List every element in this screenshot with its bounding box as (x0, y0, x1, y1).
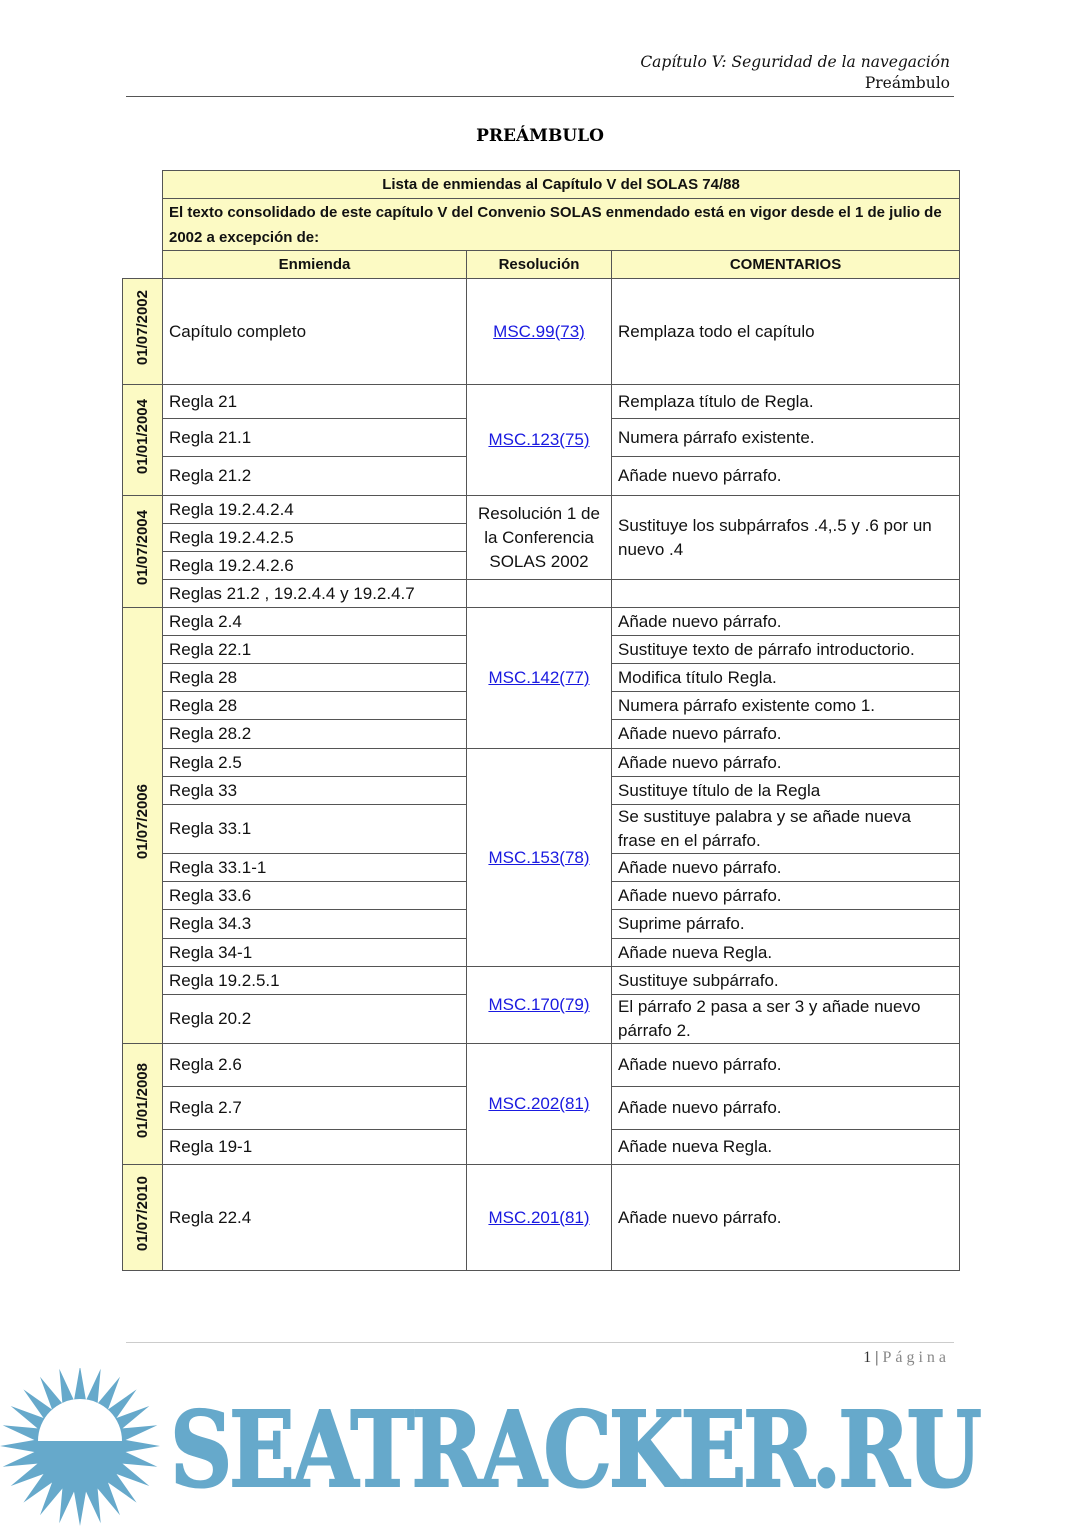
effective-date: 01/01/2008 (133, 1062, 151, 1139)
enmienda-cell: Regla 28 (163, 664, 467, 692)
table-row (123, 1165, 960, 1271)
enmienda-cell: Regla 21 (163, 385, 467, 419)
enmienda-cell: Regla 28.2 (163, 720, 467, 749)
page-footer: 1 | Página (863, 1349, 950, 1366)
enmienda-cell: Regla 34.3 (163, 910, 467, 939)
enmienda-cell: Regla 34-1 (163, 939, 467, 967)
enmienda-cell: Regla 2.7 (163, 1087, 467, 1130)
page-title: PREÁMBULO (476, 126, 604, 146)
table-row (123, 1044, 960, 1087)
comentario-cell: Sustituye título de la Regla (612, 777, 960, 805)
resolucion-cell (467, 967, 612, 1044)
resolucion-cell: Resolución 1 de la Conferencia SOLAS 2002 (467, 496, 612, 580)
enmienda-cell: Regla 2.5 (163, 749, 467, 777)
enmienda-cell: Regla 33 (163, 777, 467, 805)
comentario-cell: El párrafo 2 pasa a ser 3 y añade nuevo párrafo 2. (612, 995, 960, 1044)
effective-date-cell (123, 608, 163, 1044)
effective-date: 01/07/2004 (133, 510, 151, 586)
comentario-cell: Remplaza todo el capítulo (612, 279, 960, 385)
page-label: Página (882, 1349, 950, 1366)
enmienda-cell: Regla 21.1 (163, 419, 467, 457)
effective-date-cell (123, 1044, 163, 1165)
enmienda-cell: Capítulo completo (163, 279, 467, 385)
enmienda-cell: Regla 22.1 (163, 636, 467, 664)
effective-date-cell (123, 1165, 163, 1271)
enmienda-cell: Regla 22.4 (163, 1165, 467, 1271)
resolution-link[interactable]: MSC.123(75) (488, 430, 590, 449)
resolucion-cell (467, 580, 612, 608)
comentario-cell: Añade nueva Regla. (612, 1130, 960, 1165)
comentario-cell: Numera párrafo existente. (612, 419, 960, 457)
resolution-link[interactable]: MSC.153(78) (488, 847, 590, 867)
comentario-cell: Añade nuevo párrafo. (612, 854, 960, 882)
comentario-cell: Añade nuevo párrafo. (612, 1165, 960, 1271)
comentario-cell: Añade nuevo párrafo. (612, 608, 960, 636)
section-title: Preámbulo (864, 74, 950, 92)
enmienda-cell: Regla 19.2.5.1 (163, 967, 467, 995)
table-row (123, 279, 960, 385)
resolucion-cell (467, 1165, 612, 1271)
resolucion-cell (467, 279, 612, 385)
comentario-cell: Numera párrafo existente como 1. (612, 692, 960, 720)
table-intro: El texto consolidado de este capítulo V del Convenio SOLAS enmendado está en vigor desde el 1 de julio de 2002 a excepción de: (163, 199, 960, 251)
resolucion-cell (467, 608, 612, 749)
resolution-link[interactable]: MSC.142(77) (488, 668, 590, 687)
comentario-cell: Añade nuevo párrafo. (612, 720, 960, 749)
table-row (123, 967, 960, 995)
enmienda-cell: Regla 19-1 (163, 1130, 467, 1165)
comentario-cell: Añade nuevo párrafo. (612, 1044, 960, 1087)
enmienda-cell: Reglas 21.2 , 19.2.4.4 y 19.2.4.7 (163, 580, 467, 608)
comentario-cell: Se sustituye palabra y se añade nueva frase en el párrafo. (612, 805, 960, 854)
chapter-title: Capítulo V: Seguridad de la navegación (640, 53, 950, 71)
effective-date-cell (123, 496, 163, 608)
column-header-enmienda: Enmienda (163, 251, 467, 279)
table-row (123, 385, 960, 419)
enmienda-cell: Regla 19.2.4.2.6 (163, 552, 467, 580)
effective-date-cell (123, 385, 163, 496)
comentario-cell: Añade nuevo párrafo. (612, 749, 960, 777)
enmienda-cell: Regla 33.1 (163, 805, 467, 854)
table-row (123, 749, 960, 777)
table-row (123, 608, 960, 636)
resolucion-cell (467, 749, 612, 967)
table-caption: Lista de enmiendas al Capítulo V del SOLAS 74/88 (163, 171, 960, 199)
page-number: 1 (863, 1349, 872, 1366)
resolucion-cell (467, 385, 612, 496)
resolution-link[interactable]: MSC.170(79) (488, 995, 590, 1014)
comentario-cell: Suprime párrafo. (612, 910, 960, 939)
resolution-link[interactable]: MSC.201(81) (488, 1207, 590, 1227)
enmienda-cell: Regla 2.4 (163, 608, 467, 636)
footer-divider (126, 1342, 954, 1343)
resolucion-cell (467, 1044, 612, 1165)
effective-date: 01/07/2010 (133, 1176, 151, 1252)
comentario-cell: Añade nueva Regla. (612, 939, 960, 967)
watermark-text: SEATRACKER.RU (170, 1388, 979, 1511)
comentario-cell: Sustituye subpárrafo. (612, 967, 960, 995)
effective-date: 01/07/2002 (133, 290, 151, 366)
comentario-cell: Remplaza título de Regla. (612, 385, 960, 419)
enmienda-cell: Regla 21.2 (163, 457, 467, 496)
effective-date-cell (123, 279, 163, 385)
enmienda-cell: Regla 33.6 (163, 882, 467, 910)
comentario-cell: Añade nuevo párrafo. (612, 457, 960, 496)
comentario-cell: Añade nuevo párrafo. (612, 1087, 960, 1130)
enmienda-cell: Regla 28 (163, 692, 467, 720)
enmienda-cell: Regla 2.6 (163, 1044, 467, 1087)
amendments-table (122, 170, 960, 1271)
enmienda-cell: Regla 33.1-1 (163, 854, 467, 882)
column-header-resolucion: Resolución (467, 251, 612, 279)
effective-date: 01/01/2004 (133, 398, 151, 475)
column-header-comentarios: COMENTARIOS (612, 251, 960, 279)
comentario-cell: Sustituye los subpárrafos .4,.5 y .6 por un nuevo .4 (612, 496, 960, 580)
header-divider (126, 96, 954, 97)
comentario-cell (612, 580, 960, 608)
running-header (640, 52, 950, 94)
comentario-cell: Sustituye texto de párrafo introductorio. (612, 636, 960, 664)
comentario-cell: Añade nuevo párrafo. (612, 882, 960, 910)
enmienda-cell: Regla 19.2.4.2.4 (163, 496, 467, 524)
comentario-cell: Modifica título Regla. (612, 664, 960, 692)
enmienda-cell: Regla 19.2.4.2.5 (163, 524, 467, 552)
table-row (123, 496, 960, 524)
table-row (123, 580, 960, 608)
effective-date: 01/07/2006 (133, 784, 151, 860)
resolution-link[interactable]: MSC.202(81) (488, 1094, 590, 1113)
enmienda-cell: Regla 20.2 (163, 995, 467, 1044)
resolution-link[interactable]: MSC.99(73) (493, 321, 585, 341)
